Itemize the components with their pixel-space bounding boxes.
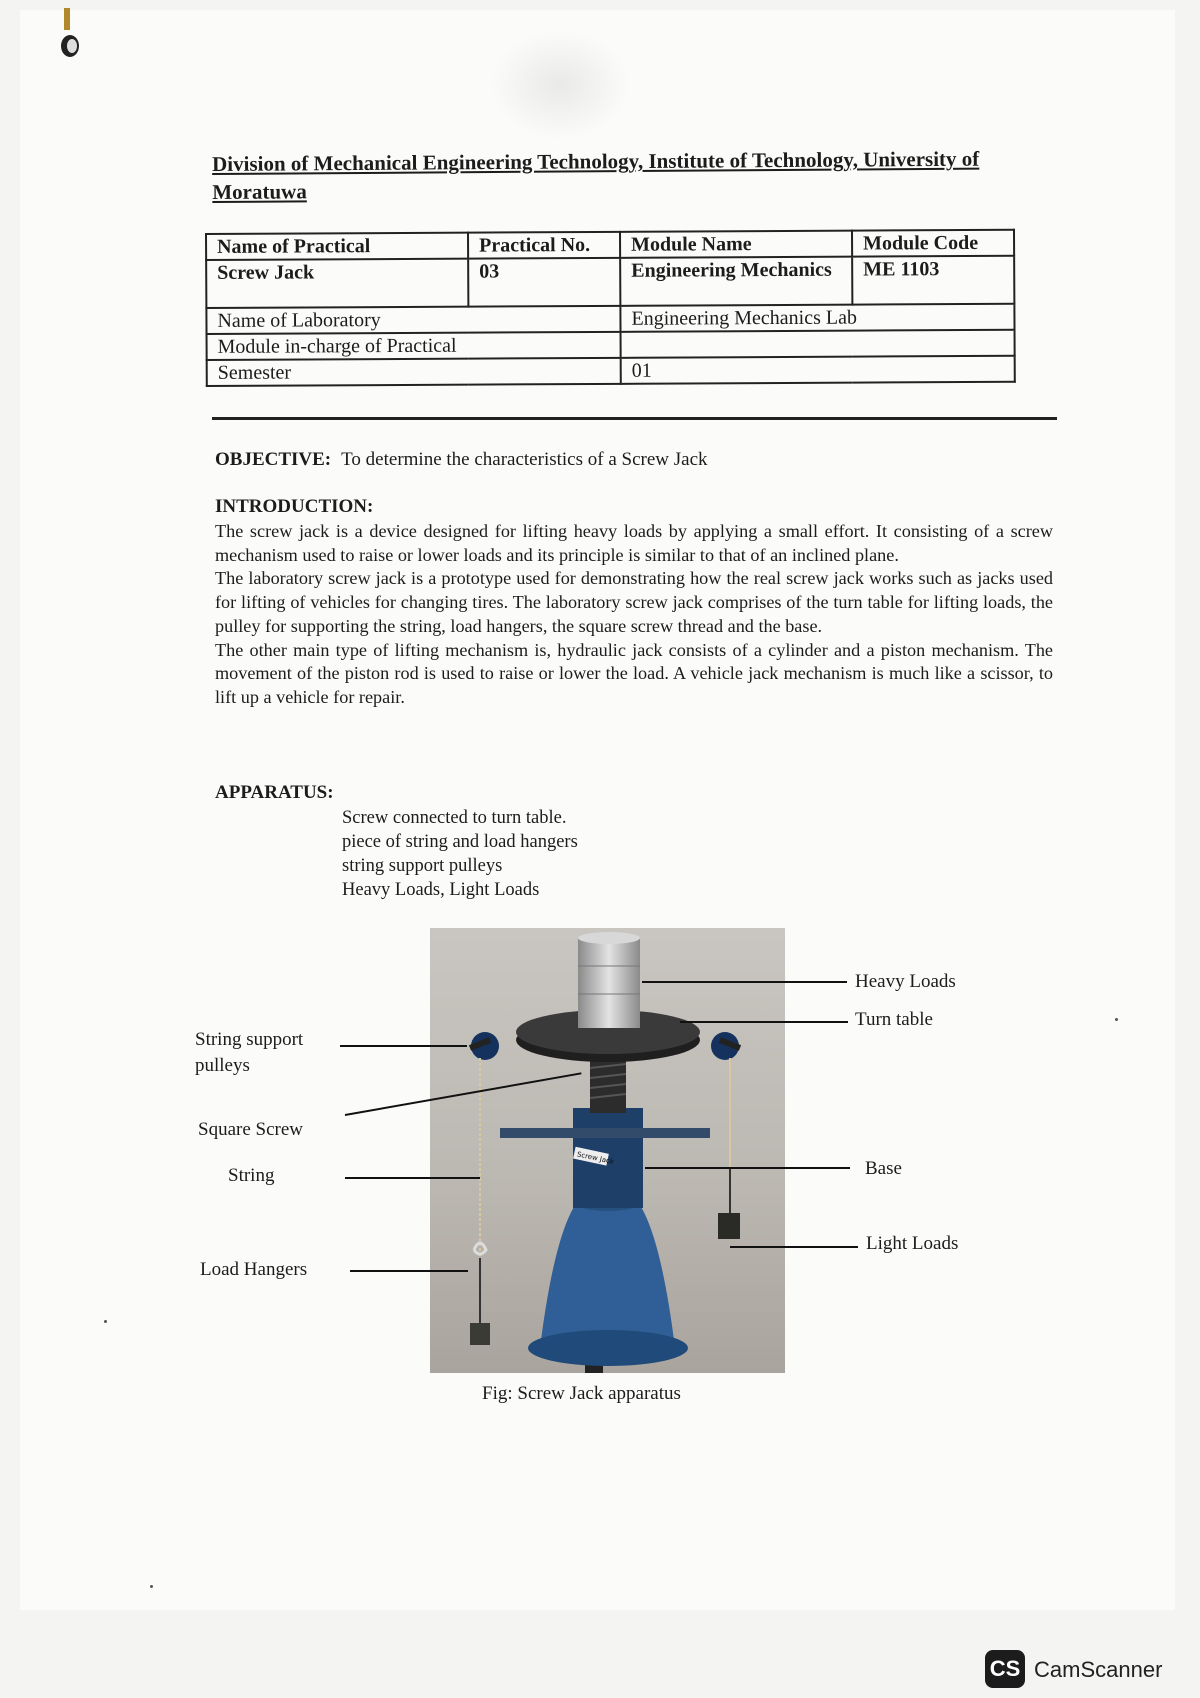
leader-heavy-loads (642, 981, 847, 983)
label-name-of-laboratory: Name of Laboratory (206, 306, 620, 334)
label-turn-table: Turn table (855, 1009, 933, 1030)
list-item: piece of string and load hangers (342, 832, 578, 852)
scan-speck (1115, 1018, 1118, 1021)
list-item: string support pulleys (342, 856, 503, 876)
leader-load-hangers (350, 1270, 468, 1272)
horizontal-divider (212, 417, 1057, 420)
objective-label: OBJECTIVE: (215, 449, 332, 470)
label-base: Base (865, 1158, 902, 1179)
scan-speck (104, 1320, 107, 1323)
leader-turn-table (680, 1021, 848, 1023)
scan-speck (150, 1585, 153, 1588)
value-name-of-practical: Screw Jack (206, 259, 468, 308)
header-module-code: Module Code (852, 230, 1014, 257)
division-title: Division of Mechanical Engineering Technology, Institute of Technology, University of Moratuwa (212, 146, 980, 204)
introduction-heading: INTRODUCTION: (215, 496, 374, 517)
header-module-name: Module Name (620, 231, 852, 258)
leader-string-support (340, 1045, 467, 1047)
value-semester: 01 (621, 356, 1015, 384)
label-string: String (228, 1165, 275, 1186)
label-heavy-loads: Heavy Loads (855, 971, 956, 992)
value-name-of-laboratory: Engineering Mechanics Lab (620, 304, 1014, 332)
header-name-of-practical: Name of Practical (206, 233, 468, 260)
value-module-name: Engineering Mechanics (620, 257, 852, 306)
label-load-hangers: Load Hangers (200, 1259, 308, 1280)
intro-paragraph: The laboratory screw jack is a prototype used for demonstrating how the real screw jack works such as jacks used for lifting of vehicles for changing tires. The laboratory screw jack comprises of the turn table for lifting loads, the pulley for supporting the string, load hangers, the square screw thread and the base. (215, 568, 1053, 636)
header-practical-no: Practical No. (468, 232, 620, 259)
intro-paragraph: The screw jack is a device designed for lifting heavy loads by applying a small effort. It consisting of a screw mechanism used to raise or lower loads and its principle is similar to that of an inclined plane. (215, 521, 1053, 565)
list-item: Screw connected to turn table. (342, 808, 567, 828)
leader-string (345, 1177, 480, 1179)
label-light-loads: Light Loads (866, 1233, 959, 1254)
binder-clip-icon (58, 8, 80, 58)
introduction-body (215, 520, 1053, 710)
screw-jack-photo (430, 928, 785, 1373)
camscanner-logo-icon: CS (985, 1650, 1025, 1688)
objective-line (215, 449, 708, 471)
apparatus-heading: APPARATUS: (215, 782, 334, 803)
objective-text: To determine the characteristics of a Screw Jack (341, 449, 708, 470)
figure-caption: Fig: Screw Jack apparatus (482, 1383, 681, 1404)
intro-paragraph: The other main type of lifting mechanism is, hydraulic jack consists of a cylinder and a piston mechanism. The movement of the piston rod is used to raise or lower the load. A vehicle jack mechanism is much like a scissor, to lift up a vehicle for repair. (215, 639, 1053, 707)
camscanner-brand: CamScanner (1034, 1657, 1163, 1682)
table-values-row (206, 256, 1014, 308)
label-string-support-pulleys: String support pulleys (195, 1029, 304, 1076)
leader-light-loads (730, 1246, 858, 1248)
label-module-in-charge: Module in-charge of Practical (207, 332, 621, 360)
label-semester: Semester (207, 358, 621, 386)
label-square-screw: Square Screw (198, 1119, 303, 1140)
jack-label-text: Screw Jack (576, 1150, 615, 1166)
apparatus-list (342, 806, 578, 902)
leader-base (645, 1167, 850, 1169)
table-row (207, 356, 1015, 386)
practical-info-table (205, 229, 1016, 387)
value-module-code: ME 1103 (852, 256, 1014, 305)
list-item: Heavy Loads, Light Loads (342, 880, 540, 900)
value-practical-no: 03 (468, 258, 620, 307)
screw-jack-illustration (430, 928, 785, 1373)
paper-crease (490, 30, 630, 140)
value-module-in-charge (621, 330, 1015, 358)
